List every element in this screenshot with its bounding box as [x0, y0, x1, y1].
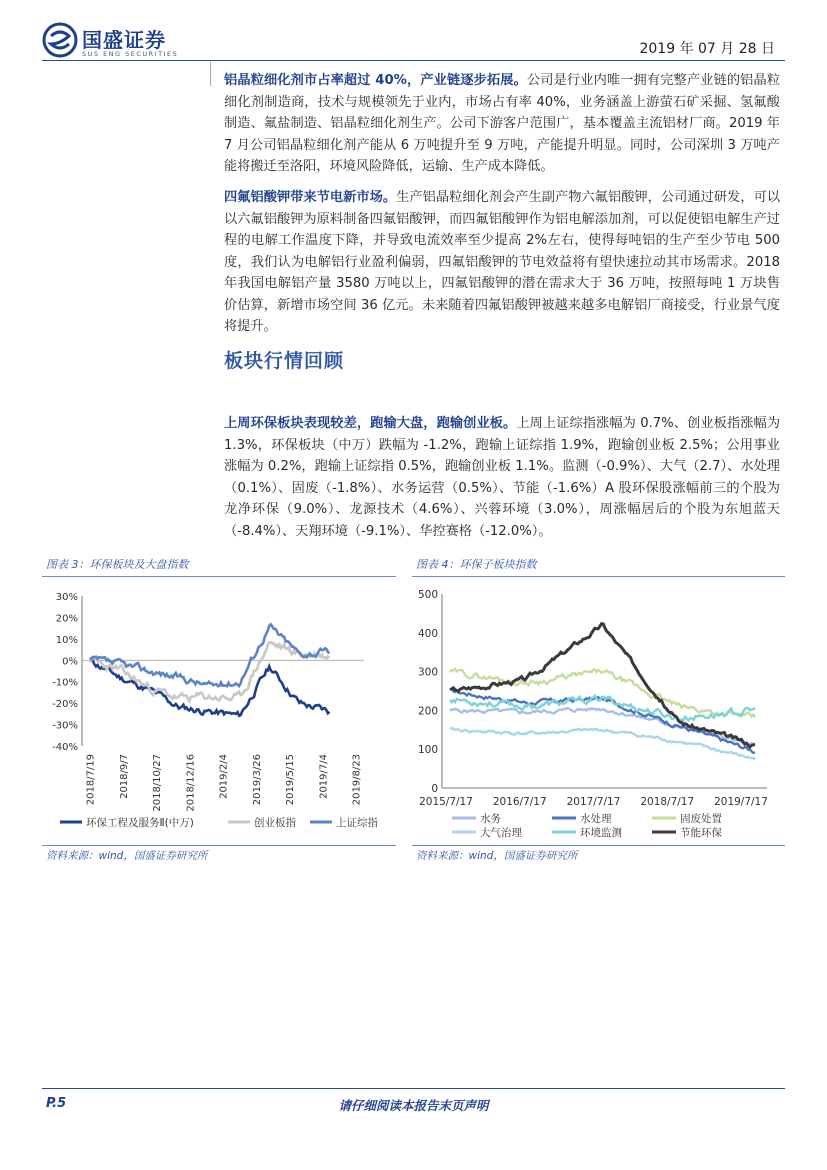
- series-line: [450, 708, 755, 745]
- y-tick-label: -30%: [52, 720, 78, 732]
- company-logo: [42, 22, 202, 64]
- brand-name: 国盛证券: [82, 28, 166, 52]
- x-tick-label: 2019/8/23: [351, 754, 363, 806]
- y-tick-label: -20%: [52, 699, 78, 711]
- figure-4-caption: 图表 4：环保子板块指数: [416, 558, 537, 571]
- paragraph-2-text: 生产铝晶粒细化剂会产生副产物六氟铝酸钾，公司通过研发，可以以六氟铝酸钾为原料制备四氟铝酸钾，而四氟铝酸钾作为铝电解添加剂，可以促使铝电解生产过程的电解工作温度下降，并导致电流效率至少提高 2%左右，使得每吨铝的生产至少节电 500 度，我们认为电解铝行业盈利偏弱，四氟铝酸钾的节电效益将有望快速拉动其市场需求。2018 年我国电解铝产量 3580 万吨以上，四氟铝酸钾的潜在需求大于 36 万吨，按照每吨 1 万块售价估算，新增市场空间 36 亿元。未来随着四氟铝酸钾被越来越多电解铝厂商接受，行业景气度将提升。: [224, 190, 781, 334]
- figure-3-chart: [42, 582, 396, 842]
- y-tick-label: 500: [417, 589, 438, 601]
- legend-label: 节能环保: [680, 827, 722, 839]
- figure-3-top-rule: [42, 576, 396, 577]
- column-divider: [210, 62, 211, 86]
- footer-divider: [42, 1088, 785, 1089]
- series-line: [90, 624, 329, 686]
- x-tick-label: 2015/7/17: [419, 796, 473, 808]
- legend-label: 水务: [480, 813, 501, 825]
- brand-name-en: SUS ENG SECURITIES: [82, 50, 179, 58]
- y-tick-label: 10%: [55, 634, 78, 646]
- x-tick-label: 2019/7/17: [714, 796, 768, 808]
- y-tick-label: 0%: [62, 656, 78, 668]
- legend-label: 上证综指: [336, 817, 378, 829]
- legend-label: 创业板指: [254, 817, 296, 829]
- x-tick-label: 2018/12/16: [185, 754, 197, 812]
- figure-4-source: 资料来源：wind，国盛证券研究所: [416, 850, 578, 862]
- figure-4-bottom-rule: [412, 845, 785, 846]
- figure-3-caption: 图表 3：环保板块及大盘指数: [46, 558, 189, 571]
- y-tick-label: -10%: [52, 677, 78, 689]
- paragraph-1: [224, 70, 780, 178]
- x-tick-label: 2018/7/19: [85, 754, 97, 806]
- x-tick-label: 2016/7/17: [492, 796, 547, 808]
- header-divider: [42, 60, 785, 61]
- y-tick-label: -40%: [52, 742, 78, 753]
- x-tick-label: 2019/3/26: [251, 754, 263, 806]
- paragraph-2: [224, 187, 780, 338]
- figure-3-source: 资料来源：wind，国盛证券研究所: [46, 850, 208, 862]
- y-tick-label: 300: [417, 666, 438, 679]
- paragraph-1-title: 铝晶粒细化剂市占率超过 40%，产业链逐步拓展。: [224, 73, 527, 88]
- y-tick-label: 0: [431, 783, 438, 795]
- disclaimer-note: 请仔细阅读本报告末页声明: [338, 1098, 489, 1113]
- legend-label: 大气治理: [480, 827, 522, 839]
- figure-4-top-rule: [412, 576, 785, 577]
- paragraph-3: [224, 413, 780, 542]
- legend-label: 环境监测: [580, 827, 622, 839]
- x-tick-label: 2019/5/15: [285, 754, 296, 806]
- report-date: 2019 年 07 月 28 日: [639, 41, 775, 57]
- x-tick-label: 2018/10/27: [152, 754, 163, 812]
- y-tick-label: 200: [417, 705, 438, 718]
- figure-4-chart: [412, 582, 785, 842]
- figure-3-bottom-rule: [42, 845, 396, 846]
- logo-mark-icon: [42, 22, 78, 58]
- y-tick-label: 100: [417, 744, 438, 757]
- y-tick-label: 20%: [55, 613, 78, 625]
- legend-label: 固废处置: [680, 813, 722, 825]
- page-number: P.5: [46, 1096, 67, 1111]
- paragraph-3-text: 上周上证综指涨幅为 0.7%、创业板指涨幅为 1.3%，环保板块（中万）跌幅为 -1.2%，跑输上证综指 1.9%，跑输创业板 2.5%；公用事业涨幅为 0.2%，跑输上证综指 0.5%，跑输创业板 1.1%。监测（-0.9%）、大气（2.7）、水处理（0.1%）、固废（-1.8%）、水务运营（0.5%）、节能（-1.6%）A 股环保股涨幅前三的个股为龙净环保（9.0%）、龙源技术（4.6%）、兴蓉环境（3.0%），周涨幅居后的个股为东旭蓝天（-8.4%）、天翔环境（-9.1%）、华控赛格（-12.0%）。: [224, 416, 781, 539]
- paragraph-3-title: 上周环保板块表现较差，跑输大盘，跑输创业板。: [224, 416, 517, 431]
- series-line: [450, 689, 755, 753]
- x-tick-label: 2017/7/17: [566, 796, 621, 808]
- x-tick-label: 2019/7/4: [318, 754, 330, 799]
- x-tick-label: 2019/2/4: [218, 754, 230, 799]
- paragraph-2-title: 四氟铝酸钾带来节电新市场。: [224, 190, 397, 205]
- series-line: [90, 642, 329, 701]
- y-tick-label: 400: [417, 627, 438, 640]
- legend-label: 环保工程及服务Ⅱ(中万): [86, 817, 194, 829]
- y-tick-label: 30%: [55, 592, 78, 603]
- x-tick-label: 2018/7/17: [640, 796, 695, 808]
- x-tick-label: 2018/9/7: [118, 754, 130, 799]
- series-line: [450, 624, 755, 747]
- legend-label: 水处理: [580, 813, 612, 825]
- paragraph-1-text: 公司是行业内唯一拥有完整产业链的铝晶粒细化剂制造商，技术与规模领先于业内，市场占有率 40%，业务涵盖上游萤石矿采掘、氢氟酸制造、氟盐制造、铝晶粒细化剂生产。公司下游客户范围广，基本覆盖主流铝材厂商。2019 年 7 月公司铝晶粒细化剂产能从 6 万吨提升至 9 万吨，产能提升明显。同时，公司深圳 3 万吨产能将搬迁至洛阳，环境风险降低，运输、生产成本降低。: [224, 73, 781, 174]
- section-title: 板块行情回顾: [224, 350, 345, 372]
